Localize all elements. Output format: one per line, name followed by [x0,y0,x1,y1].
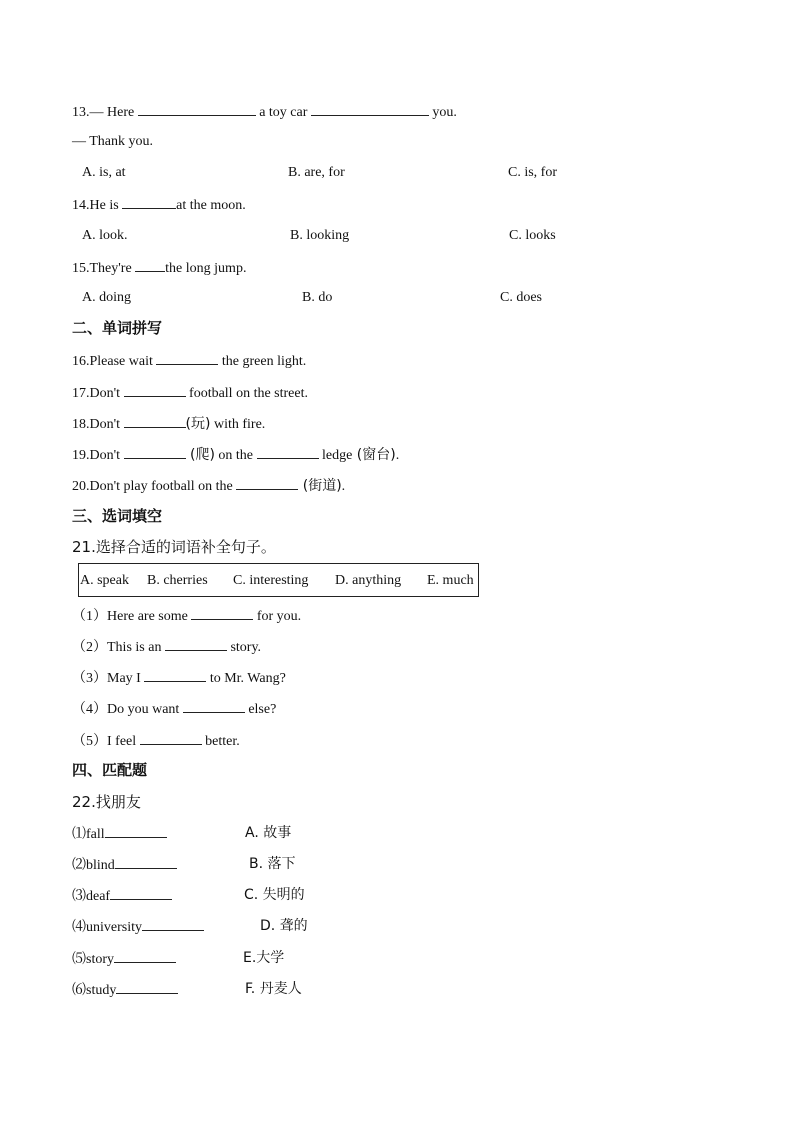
answer-blank[interactable] [257,444,319,459]
question-22-prompt: 22.找朋友 [72,793,141,811]
question-21-item-4 [72,698,276,720]
question-text: better. [205,734,240,749]
match-left-2 [72,854,177,876]
question-text: They're [89,261,132,276]
match-word: ⑹study [72,983,117,998]
section-3-title: 三、选词填空 [72,507,163,525]
word-option-a: A. speak [80,573,129,588]
question-number: 13. [72,105,90,120]
question-text: Do you want [107,702,180,717]
question-21-item-2 [72,636,261,658]
answer-blank[interactable] [311,101,429,116]
question-number: 14. [72,198,90,213]
answer-blank[interactable] [135,257,165,272]
word-option-b: B. cherries [147,573,208,588]
question-text: He is [89,198,119,213]
word-option-d: D. anything [335,573,402,588]
question-text: a toy car [259,105,308,120]
question-text: I feel [107,734,137,749]
match-left-3 [72,885,172,907]
option-c[interactable]: C. looks [509,228,556,243]
answer-blank[interactable] [191,605,253,620]
chinese-hint: (玩) [185,416,211,432]
answer-blank[interactable] [156,350,218,365]
option-c[interactable]: C. is, for [508,165,557,180]
match-word: ⑸story [72,952,114,967]
match-right-f: F. 丹麦人 [245,981,302,997]
answer-blank[interactable] [114,948,176,963]
item-number: （3） [72,671,107,686]
question-20 [72,475,345,497]
question-text: 20.Don't play football on the [72,479,233,494]
question-21-prompt: 21.选择合适的词语补全句子。 [72,538,276,556]
question-text: at the moon. [176,198,246,213]
question-number: 15. [72,261,90,276]
match-word: ⑵blind [72,858,115,873]
question-text: you. [432,105,457,120]
question-text: story. [230,640,262,655]
question-21-item-5 [72,730,240,752]
question-text: else? [248,702,277,717]
answer-blank[interactable] [165,636,227,651]
question-text: — Here [89,105,135,120]
match-right-a: A. 故事 [245,825,292,841]
chinese-hint: (街道) [298,478,342,494]
match-left-4 [72,916,204,938]
answer-blank[interactable] [116,979,178,994]
answer-blank[interactable] [105,823,167,838]
answer-blank[interactable] [124,444,186,459]
answer-blank[interactable] [110,885,172,900]
section-2-title: 二、单词拼写 [72,319,163,337]
answer-blank[interactable] [124,413,186,428]
match-right-e: E.大学 [243,950,285,966]
question-18 [72,413,265,435]
question-text: 19.Don't [72,448,121,463]
option-b[interactable]: B. looking [290,228,350,243]
answer-blank[interactable] [142,916,204,931]
question-17 [72,382,308,404]
question-text: for you. [256,609,302,624]
question-text: . [395,448,400,463]
question-text: the green light. [221,354,307,369]
question-text: Here are some [107,609,188,624]
question-text: This is an [107,640,162,655]
match-word: ⑷university [72,920,142,935]
question-text: ledge [318,448,353,463]
option-b[interactable]: B. do [302,290,333,305]
question-text: with fire. [210,417,266,432]
match-right-c: C. 失明的 [244,887,305,903]
match-right-b: B. 落下 [249,856,296,872]
question-text: 16.Please wait [72,354,153,369]
item-number: （1） [72,609,107,624]
question-14 [72,194,246,216]
question-text: on the [214,448,254,463]
match-left-1 [72,823,167,845]
question-text: to Mr. Wang? [209,671,286,686]
option-a[interactable]: A. look. [82,228,128,243]
answer-blank[interactable] [115,854,177,869]
question-text: 17.Don't [72,386,121,401]
match-left-5 [72,948,176,970]
question-21-item-3 [72,667,286,689]
answer-blank[interactable] [138,101,256,116]
match-left-6 [72,979,178,1001]
word-bank-box [78,563,479,597]
question-text: . [341,479,346,494]
option-a[interactable]: A. doing [82,290,131,305]
option-a[interactable]: A. is, at [82,165,126,180]
question-text: 18.Don't [72,417,121,432]
question-13-reply: — Thank you. [72,134,154,149]
answer-blank[interactable] [236,475,298,490]
word-option-c: C. interesting [233,573,309,588]
item-number: （5） [72,734,107,749]
question-text: the long jump. [165,261,247,276]
question-16 [72,350,306,372]
match-word: ⑴fall [72,827,105,842]
match-right-d: D. 聋的 [260,918,308,934]
section-4-title: 四、匹配题 [72,761,148,779]
answer-blank[interactable] [144,667,206,682]
chinese-hint: (爬) [185,447,215,463]
answer-blank[interactable] [124,382,186,397]
question-19 [72,444,399,466]
answer-blank[interactable] [183,698,245,713]
item-number: （4） [72,702,107,717]
question-21-item-1 [72,605,301,627]
chinese-hint: (窗台) [352,447,396,463]
question-text: May I [107,671,141,686]
question-15 [72,257,246,279]
word-option-e: E. much [427,573,474,588]
answer-blank[interactable] [122,194,176,209]
question-13 [72,101,457,123]
option-c[interactable]: C. does [500,290,542,305]
answer-blank[interactable] [140,730,202,745]
item-number: （2） [72,640,107,655]
match-word: ⑶deaf [72,889,111,904]
option-b[interactable]: B. are, for [288,165,345,180]
question-text: football on the street. [189,386,308,401]
